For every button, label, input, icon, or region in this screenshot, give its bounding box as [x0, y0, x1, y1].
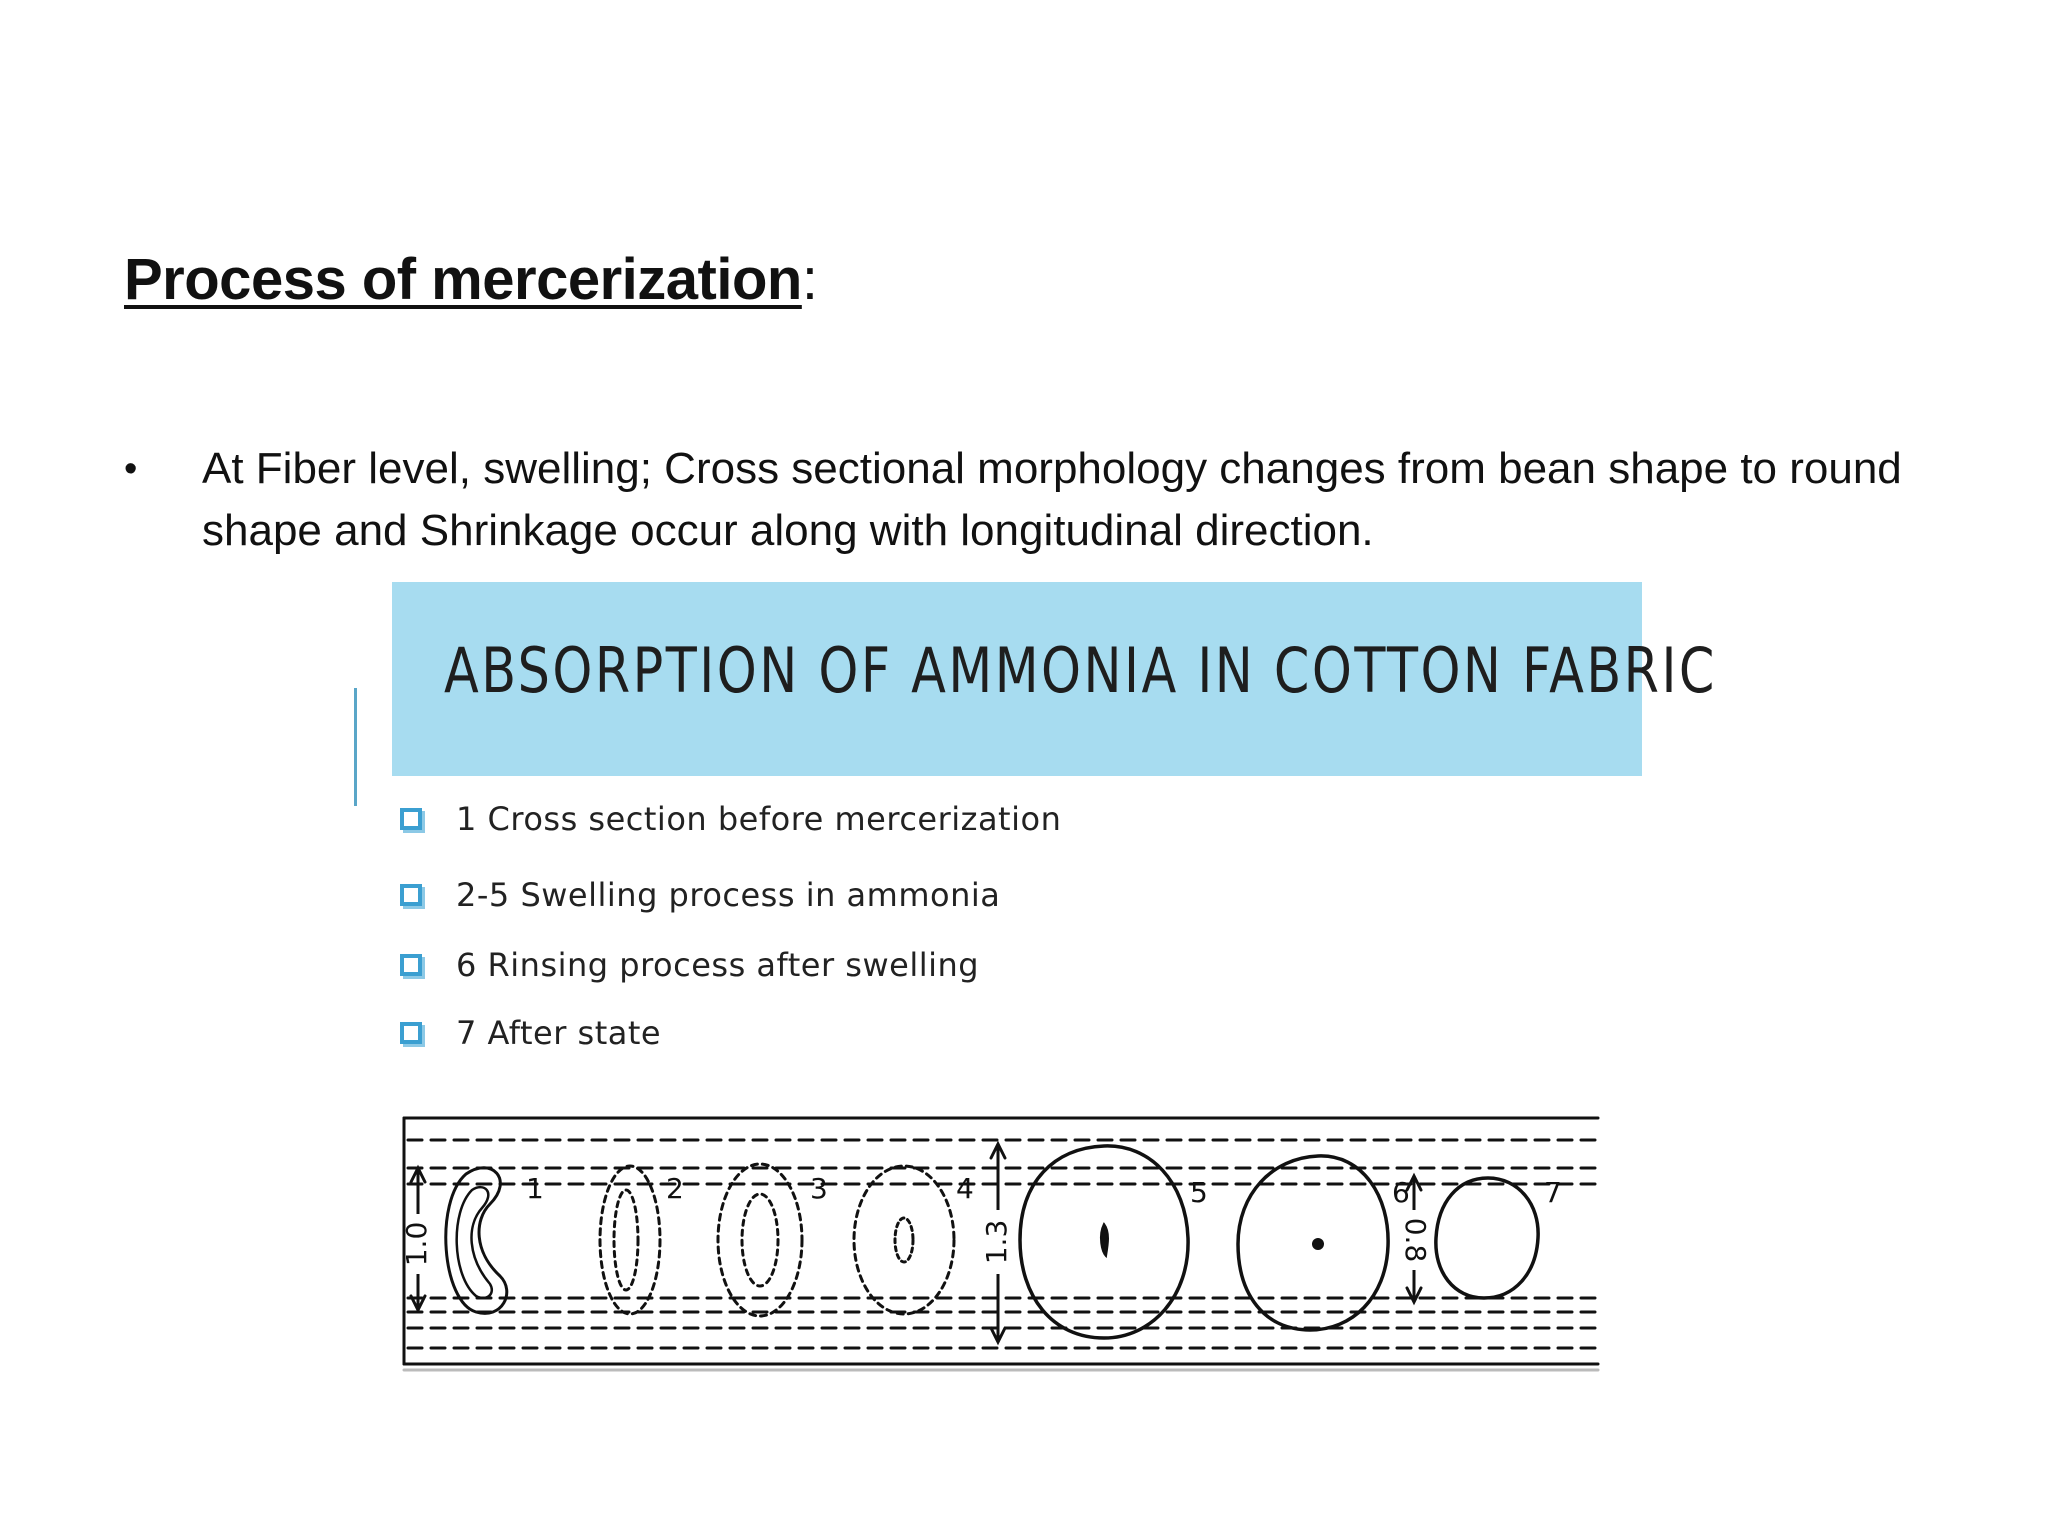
- figure-banner: [392, 582, 1717, 776]
- ammonia-absorption-figure: [300, 582, 1717, 1382]
- checkbox-icon: [400, 884, 422, 906]
- dimension-swollen-label: 1.3: [980, 1219, 1013, 1265]
- fiber-stage-4-lumen: [895, 1218, 913, 1262]
- stage-label: 5: [1190, 1176, 1208, 1209]
- dimension-before-label: 1.0: [400, 1221, 433, 1267]
- slide-title-colon: :: [801, 247, 818, 312]
- fiber-stage-4: [854, 1166, 954, 1314]
- checkbox-icon: [400, 954, 422, 976]
- stage-label: 3: [810, 1172, 828, 1205]
- legend-item-label: 7 After state: [456, 1014, 662, 1052]
- checkbox-icon: [400, 808, 422, 830]
- slide-title-text: Process of mercerization: [124, 247, 802, 312]
- stage-label: 2: [666, 1172, 684, 1205]
- fiber-stage-7: [1436, 1178, 1538, 1298]
- stage-label: 6: [1392, 1176, 1410, 1209]
- accent-line: [354, 688, 357, 806]
- legend-item-label: 6 Rinsing process after swelling: [456, 946, 980, 984]
- bullet-text: At Fiber level, swelling; Cross sectional morphology changes from bean shape to round shape and Shrinkage occur along with longitudinal direction.: [202, 444, 1902, 555]
- stage-label: 4: [956, 1172, 974, 1205]
- stage-label: 7: [1544, 1176, 1562, 1209]
- figure-banner-title: ABSORPTION OF AMMONIA IN COTTON FABRIC: [444, 634, 1717, 707]
- legend-item-label: 1 Cross section before mercerization: [456, 800, 1062, 838]
- bullet-dot-icon: •: [124, 448, 138, 490]
- fiber-stage-2-lumen: [614, 1190, 638, 1290]
- fiber-bean-shape: [446, 1168, 507, 1314]
- fiber-cross-section-diagram: [400, 1116, 1598, 1376]
- legend-item-label: 2-5 Swelling process in ammonia: [456, 876, 1001, 914]
- fiber-bean-lumen: [457, 1187, 492, 1298]
- slide-title: [124, 246, 817, 313]
- fiber-stage-6-lumen: [1312, 1238, 1324, 1250]
- fiber-stage-5-lumen: [1101, 1224, 1108, 1256]
- fiber-stage-3: [718, 1164, 802, 1316]
- checkbox-icon: [400, 1022, 422, 1044]
- fiber-cross-section-svg: [400, 1116, 1598, 1376]
- fiber-stage-2: [600, 1166, 660, 1314]
- stage-label: 1: [526, 1172, 544, 1205]
- fiber-stage-3-lumen: [742, 1194, 778, 1286]
- dimension-after-label: 0.8: [1399, 1217, 1432, 1263]
